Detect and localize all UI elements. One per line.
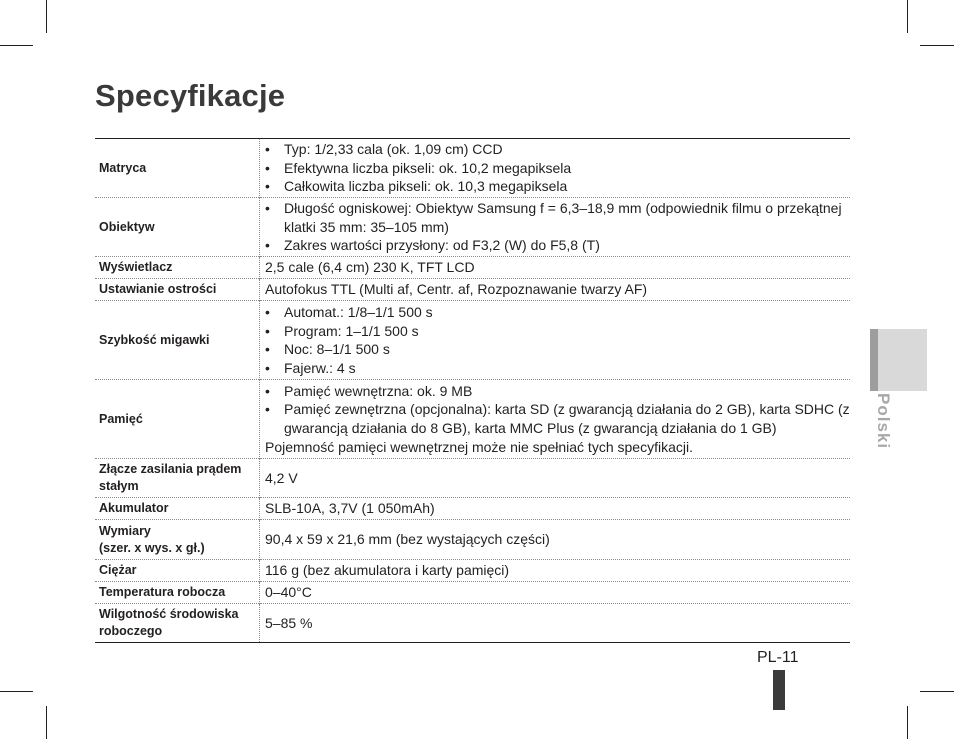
- spec-row-obiektyw: [95, 198, 850, 257]
- crop-mark: [920, 45, 954, 46]
- spec-item: • Typ: 1/2,33 cala (ok. 1,09 cm) CCD: [265, 140, 850, 159]
- spec-label: Pamięć: [95, 380, 260, 459]
- spec-value: 5–85 %: [265, 614, 313, 631]
- spec-row-zlacze-zasilania: [95, 459, 850, 498]
- spec-label-line: Wymiary: [99, 523, 151, 538]
- spec-row-wilgotnosc: [95, 604, 850, 643]
- spec-note: Pojemność pamięci wewnętrznej może nie spełniać tych specyfikacji.: [265, 439, 693, 455]
- crop-mark: [46, 0, 47, 33]
- spec-item: • Automat.: 1/8–1/1 500 s: [265, 303, 850, 322]
- page-title: Specyfikacje: [95, 78, 286, 113]
- page-number-marker: [773, 670, 785, 710]
- spec-item: • Program: 1–1/1 500 s: [265, 322, 850, 341]
- spec-row-temperatura: [95, 582, 850, 604]
- spec-label: Temperatura robocza: [95, 582, 260, 604]
- crop-mark: [46, 706, 47, 739]
- spec-item: • Długość ogniskowej: Obiektyw Samsung f = 6,3–18,9 mm (odpowiednik filmu o przekątnej klatki 35 mm: 35–105 mm): [265, 199, 850, 236]
- spec-label: Matryca: [95, 139, 260, 198]
- spec-value: SLB-10A, 3,7V (1 050mAh): [265, 500, 435, 517]
- spec-value: Autofokus TTL (Multi af, Centr. af, Rozpoznawanie twarzy AF): [265, 281, 648, 298]
- spec-value: [260, 139, 851, 198]
- spec-value: 90,4 x 59 x 21,6 mm (bez wystających części): [265, 531, 550, 548]
- spec-label: Wyświetlacz: [95, 257, 260, 279]
- spec-label: Wilgotność środowiska roboczego: [95, 604, 260, 643]
- spec-row-pamiec: [95, 380, 850, 459]
- spec-item: • Efektywna liczba pikseli: ok. 10,2 megapiksela: [265, 159, 850, 178]
- spec-value: 116 g (bez akumulatora i karty pamięci): [265, 562, 510, 579]
- spec-label: Szybkość migawki: [95, 301, 260, 380]
- spec-row-akumulator: [95, 498, 850, 520]
- spec-label: Akumulator: [95, 498, 260, 520]
- crop-mark: [0, 691, 33, 692]
- language-tab-accent: [870, 329, 878, 391]
- spec-value: 0–40°C: [265, 584, 312, 601]
- crop-mark: [920, 691, 954, 692]
- spec-item: • Pamięć wewnętrzna: ok. 9 MB: [265, 382, 850, 401]
- spec-row-szybkosc-migawki: [95, 301, 850, 380]
- spec-label-line: (szer. x wys. x gł.): [99, 540, 205, 555]
- spec-item: • Fajerw.: 4 s: [265, 359, 850, 378]
- crop-mark: [907, 0, 908, 33]
- spec-item: • Noc: 8–1/1 500 s: [265, 340, 850, 359]
- crop-mark: [0, 45, 33, 46]
- spec-label: Obiektyw: [95, 198, 260, 257]
- spec-row-ciezar: [95, 560, 850, 582]
- spec-item: • Całkowita liczba pikseli: ok. 10,3 megapiksela: [265, 177, 850, 196]
- spec-label: [95, 520, 260, 560]
- spec-label: Złącze zasilania prądem stałym: [95, 459, 260, 498]
- spec-label: Ustawianie ostrości: [95, 279, 260, 301]
- spec-value: 2,5 cale (6,4 cm) 230 K, TFT LCD: [265, 259, 475, 276]
- spec-value: 4,2 V: [265, 469, 298, 486]
- crop-mark: [907, 706, 908, 739]
- spec-item: • Zakres wartości przysłony: od F3,2 (W) do F5,8 (T): [265, 236, 850, 255]
- spec-label: Ciężar: [95, 560, 260, 582]
- spec-value: [260, 380, 851, 459]
- spec-value: [260, 301, 851, 380]
- language-tab-background: [870, 329, 927, 391]
- spec-table: [95, 138, 850, 643]
- page-number: PL-11: [757, 649, 799, 666]
- spec-row-wyswietlacz: [95, 257, 850, 279]
- spec-item: • Pamięć zewnętrzna (opcjonalna): karta SD (z gwarancją działania do 2 GB), karta SDHC (z gwarancją działania do 8 GB), karta MMC Plus (z gwarancją działania do 1 GB): [265, 400, 850, 437]
- spec-row-wymiary: [95, 520, 850, 560]
- language-tab-label: Polski: [874, 393, 893, 450]
- spec-value: [260, 198, 851, 257]
- spec-row-matryca: [95, 139, 850, 198]
- spec-row-ustawianie-ostrosci: [95, 279, 850, 301]
